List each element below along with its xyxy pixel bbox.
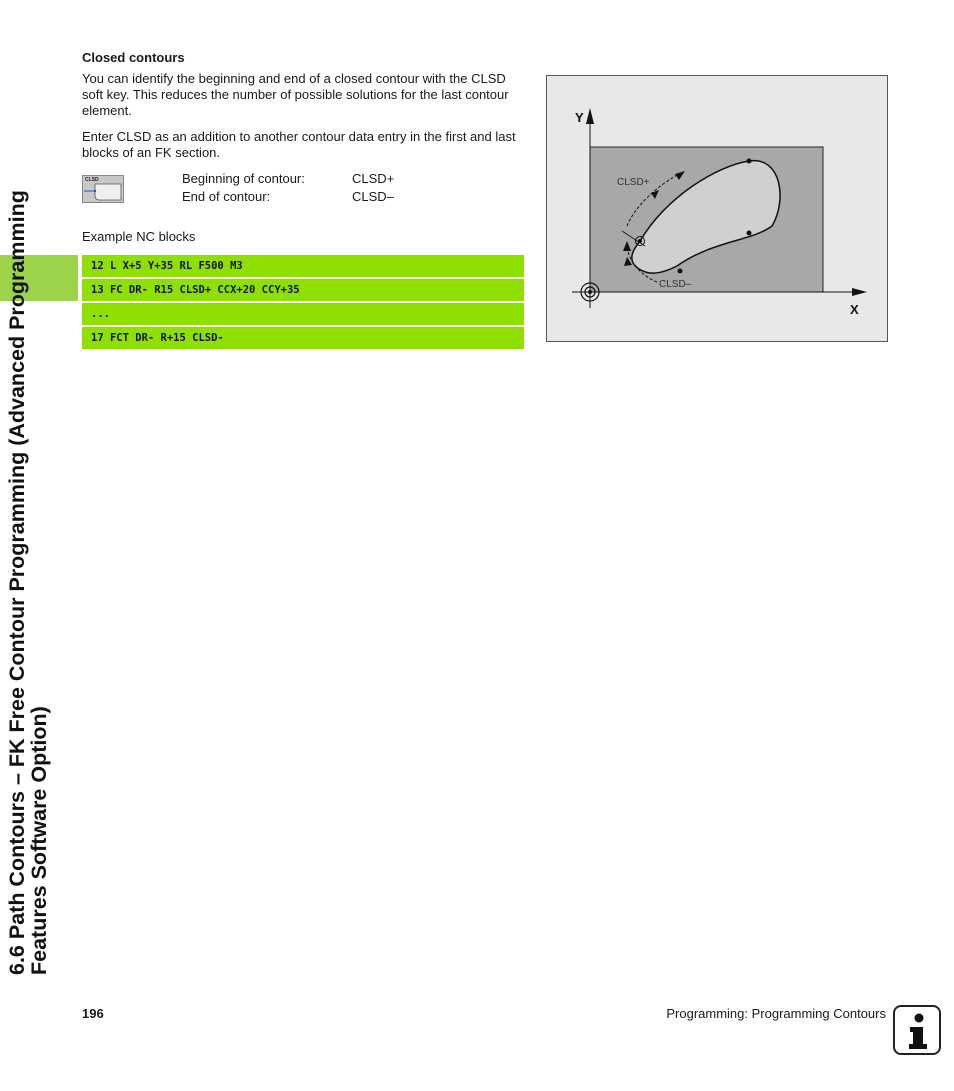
x-axis-label: X (850, 302, 859, 317)
contour-begin-value: CLSD+ (352, 171, 395, 186)
clsd-minus-label: CLSD– (659, 279, 692, 290)
code-block (82, 255, 524, 349)
main-content (82, 50, 524, 351)
contour-point (747, 159, 752, 164)
contour-end-label: End of contour: (182, 189, 271, 204)
code-line: 17 FCT DR- R+15 CLSD- (82, 327, 524, 349)
softkey-label: CLSD (85, 177, 99, 183)
code-line: 13 FC DR- R15 CLSD+ CCX+20 CCY+35 (82, 279, 524, 301)
contour-point (678, 269, 683, 274)
paragraph-2: Enter CLSD as an addition to another contour data entry in the first and last blocks of an FK section. (82, 129, 516, 160)
contour-row-begin (182, 171, 394, 187)
contour-point (747, 231, 752, 236)
contour-end-value: CLSD– (352, 189, 394, 204)
contour-figure (546, 75, 888, 342)
chapter-title (6, 190, 50, 975)
softkey-row (82, 171, 524, 221)
x-axis-arrow (852, 288, 867, 296)
chapter-title-line2: Features Software Option) (27, 706, 51, 975)
origin-dot (588, 290, 592, 294)
clsd-softkey-icon (82, 175, 124, 203)
clsd-plus-label: CLSD+ (617, 177, 650, 188)
code-line: ... (82, 303, 524, 325)
chapter-title-line1: 6.6 Path Contours – FK Free Contour Programming (Advanced Programming (5, 190, 29, 975)
y-axis-label: Y (575, 110, 584, 125)
info-icon (893, 1005, 941, 1055)
contour-begin-label: Beginning of contour: (182, 171, 305, 186)
code-line: 12 L X+5 Y+35 RL F500 M3 (82, 255, 524, 277)
contour-row-end (182, 189, 394, 205)
page-number: 196 (82, 1006, 104, 1021)
figure-svg (547, 76, 889, 343)
paragraph-1: You can identify the beginning and end of a closed contour with the CLSD soft key. This reduces the number of possible solutions for the last contour element. (82, 71, 509, 118)
y-axis-arrow (586, 108, 594, 124)
example-label: Example NC blocks (82, 229, 196, 244)
section-heading: Closed contours (82, 50, 185, 65)
footer-text: Programming: Programming Contours (666, 1006, 886, 1021)
